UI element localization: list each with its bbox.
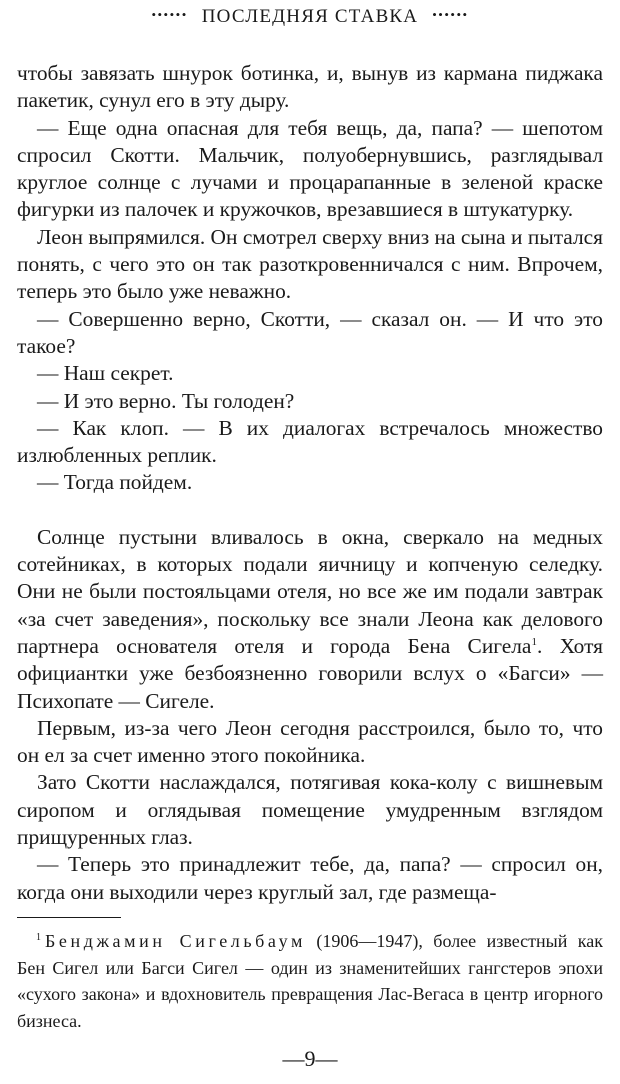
footnote-reference[interactable]: 1: [531, 635, 537, 648]
paragraph: — Наш секрет.: [37, 361, 174, 386]
paragraph-text: . Хотя официантки уже безбоязненно говорили вслух о «Багси» — Психопате — Сигеле.: [17, 633, 603, 713]
paragraph-section-start: [17, 524, 603, 715]
running-title: ПОСЛЕДНЯЯ СТАВКА: [201, 6, 419, 27]
paragraph: — Совершенно верно, Скотти, — сказал он. — И что это такое?: [17, 306, 603, 358]
paragraph: — Еще одна опасная для тебя вещь, да, папа? — шепотом спросил Скотти. Мальчик, полуобернувшись, разглядывал круглое солнце с лучами и процарапанные в зеленой краске фигурки из палочек и кружочков, врезавшиеся в штукатурку.: [17, 115, 603, 222]
paragraph: Зато Скотти наслаждался, потягивая кока-колу с вишневым сиропом и оглядывая помещение умудренным взглядом прищуренных глаз.: [17, 770, 603, 850]
footnote-text: (1906—1947), более известный как Бен Сигел или Багси Сигел — один из знаменитейших гангстеров эпохи «сухого закона» и вдохновитель превращения Лас-Вегаса в центр игорного бизнеса.: [17, 931, 603, 1031]
page-number: —9—: [282, 1046, 338, 1071]
paragraph: — И это верно. Ты голоден?: [37, 388, 295, 413]
body-text: [17, 60, 603, 906]
paragraph: — Теперь это принадлежит тебе, да, папа? — спросил он, когда они выходили через круглый зал, где размеща-: [17, 852, 603, 904]
ornament-right: ••••••: [432, 7, 469, 22]
paragraph: Леон выпрямился. Он смотрел сверху вниз на сына и пытался понять, с чего это он так разоткровенничался с ним. Впрочем, теперь это было уже неважно.: [17, 224, 603, 304]
footnote-divider: [17, 917, 121, 918]
paragraph-continuation: чтобы завязать шнурок ботинка, и, вынув из кармана пиджака пакетик, сунул его в эту дыру.: [17, 61, 603, 113]
footnote: [17, 928, 603, 1034]
footnote-marker: 1: [36, 932, 41, 943]
paragraph-text: Солнце пустыни вливалось в окна, сверкало на медных сотейниках, в которых подали яичницу и копченую селедку. Они не были постояльцами отеля, но все же им подали завтрак «за счет заведения», поскольку все знали Леона как делового партнера основателя отеля и города Бена Сигела: [17, 524, 603, 658]
running-header: [0, 6, 620, 28]
paragraph: Первым, из-за чего Леон сегодня расстроился, было то, что он ел за счет именно этого покойника.: [17, 715, 603, 768]
footnote-name: Бенджамин Сигельбаум: [45, 931, 306, 951]
paragraph: — Как клоп. — В их диалогах встречалось множество излюбленных реплик.: [17, 415, 603, 468]
ornament-left: ••••••: [151, 7, 188, 22]
paragraph: — Тогда пойдем.: [37, 470, 193, 495]
